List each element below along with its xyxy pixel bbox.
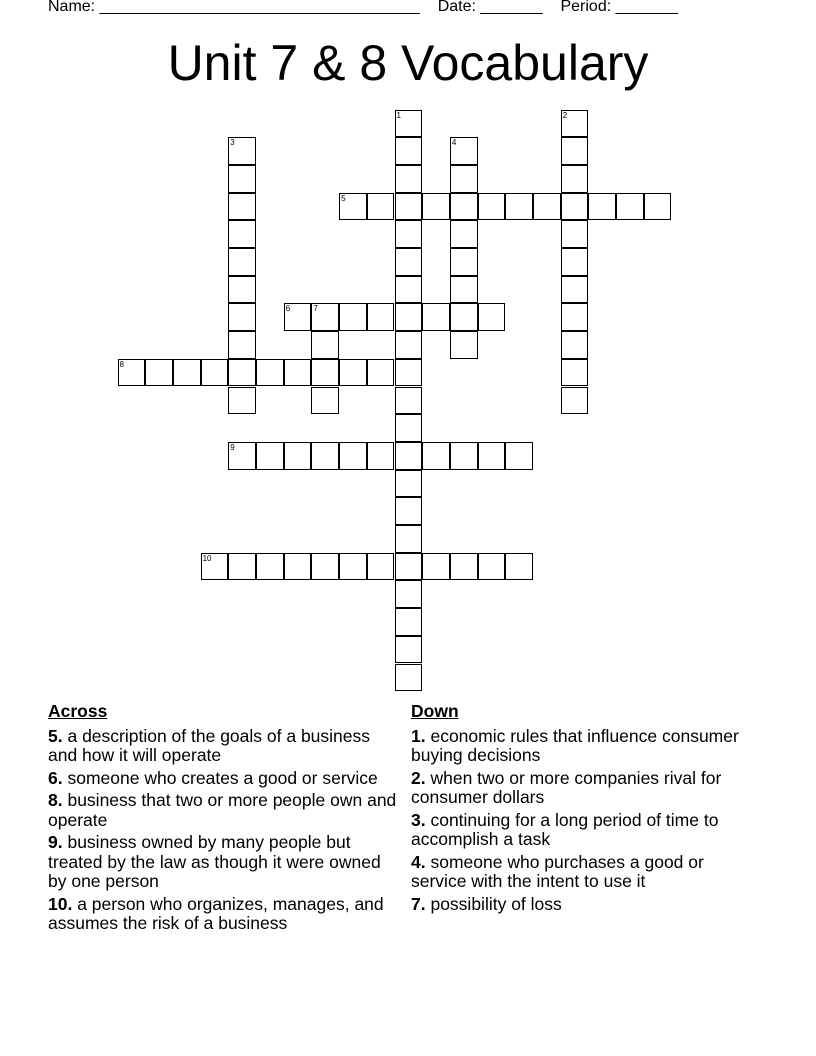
crossword-cell[interactable] [339,359,367,387]
crossword-cell[interactable] [395,220,423,248]
crossword-cell[interactable] [478,442,506,470]
crossword-cell[interactable] [395,470,423,498]
crossword-cell[interactable] [450,303,478,331]
crossword-cell[interactable] [284,553,312,581]
crossword-cell[interactable] [644,193,672,221]
down-clue [411,727,761,766]
across-clue [48,769,398,789]
clue-text: someone who purchases a good or service with the intent to use it [411,851,704,891]
clue-number-label: 9 [230,442,235,452]
crossword-cell[interactable] [367,359,395,387]
crossword-cell[interactable] [395,636,423,664]
crossword-cell[interactable] [339,303,367,331]
across-clue [48,791,398,830]
crossword-cell[interactable] [311,303,339,331]
crossword-cell[interactable] [450,193,478,221]
crossword-cell[interactable] [284,442,312,470]
crossword-cell[interactable] [201,359,229,387]
crossword-cell[interactable] [450,137,478,165]
clue-number: 7. [411,893,426,914]
crossword-cell[interactable] [395,525,423,553]
clue-number-label: 3 [230,138,235,148]
crossword-cell[interactable] [395,303,423,331]
down-heading: Down [411,701,459,721]
crossword-cell[interactable] [561,165,589,193]
crossword-cell[interactable] [228,248,256,276]
clue-text: when two or more companies rival for consumer dollars [411,767,722,807]
crossword-cell[interactable] [395,580,423,608]
crossword-cell[interactable] [422,442,450,470]
crossword-cell[interactable] [561,193,589,221]
crossword-cell[interactable] [311,359,339,387]
crossword-cell[interactable] [367,553,395,581]
clue-number: 2. [411,767,426,788]
clue-text: possibility of loss [425,893,562,914]
clue-number: 9. [48,832,63,852]
crossword-cell[interactable] [395,387,423,415]
clue-number: 4. [411,851,426,872]
clue-text: business that two or more people own and operate [48,790,397,830]
clue-number: 10. [48,893,73,914]
down-clue [411,895,761,915]
across-heading: Across [48,701,108,721]
across-clue [48,727,398,766]
crossword-cell[interactable] [450,331,478,359]
crossword-cell[interactable] [616,193,644,221]
clue-text: a person who organizes, manages, and assumes the risk of a business [48,893,384,933]
crossword-cell[interactable] [256,553,284,581]
crossword-cell[interactable] [395,248,423,276]
clue-number: 8. [48,790,63,810]
crossword-cell[interactable] [505,442,533,470]
crossword-cell[interactable] [228,303,256,331]
across-clue [48,833,398,892]
crossword-cell[interactable] [256,442,284,470]
clue-text: economic rules that influence consumer buying decisions [411,725,739,765]
crossword-cell[interactable] [422,193,450,221]
clue-number-label: 4 [451,138,457,148]
crossword-cell[interactable] [395,137,423,165]
page-title: Unit 7 & 8 Vocabulary [167,35,649,91]
clue-number-label: 2 [562,110,568,120]
clue-number-label: 8 [119,359,124,369]
crossword-cell[interactable] [228,387,256,415]
clue-text: a description of the goals of a business and how it will operate [48,725,371,765]
crossword-cell[interactable] [395,608,423,636]
clue-number-label: 1 [396,110,401,120]
crossword-cell[interactable] [395,193,423,221]
crossword-cell[interactable] [561,137,589,165]
crossword-cell[interactable] [311,331,339,359]
crossword-cell[interactable] [145,359,173,387]
crossword-cell[interactable] [367,193,395,221]
crossword-cell[interactable] [450,442,478,470]
crossword-cell[interactable] [395,359,423,387]
down-clue [411,811,761,850]
crossword-cell[interactable] [228,553,256,581]
crossword-cell[interactable] [339,442,367,470]
crossword-cell[interactable] [450,248,478,276]
crossword-cell[interactable] [533,193,561,221]
crossword-cell[interactable] [450,165,478,193]
crossword-cell[interactable] [395,165,423,193]
crossword-cell[interactable] [201,553,229,581]
crossword-cell[interactable] [311,387,339,415]
crossword-cell[interactable] [422,553,450,581]
crossword-cell[interactable] [367,442,395,470]
crossword-cell[interactable] [228,359,256,387]
crossword-cell[interactable] [339,553,367,581]
crossword-cell[interactable] [395,276,423,304]
crossword-cell[interactable] [118,359,146,387]
clue-number: 3. [411,809,426,830]
crossword-cell[interactable] [395,110,423,138]
crossword-cell[interactable] [395,497,423,525]
clue-number-label: 10 [202,553,212,563]
clue-number-label: 5 [341,193,346,203]
clue-text: business owned by many people but treated by the law as though it were owned by one person [48,832,381,891]
crossword-cell[interactable] [561,220,589,248]
crossword-cell[interactable] [422,303,450,331]
crossword-cell[interactable] [450,553,478,581]
crossword-cell[interactable] [505,553,533,581]
clue-text: continuing for a long period of time to accomplish a task [411,809,719,849]
crossword-cell[interactable] [311,553,339,581]
crossword-cell[interactable] [561,248,589,276]
crossword-cell[interactable] [311,442,339,470]
down-clue [411,853,761,892]
clue-number: 6. [48,767,63,788]
crossword-cell[interactable] [478,303,506,331]
crossword-cell[interactable] [367,303,395,331]
crossword-cell[interactable] [228,276,256,304]
name-field[interactable]: Name: ____________________________________ [48,0,420,15]
across-clue [48,895,398,934]
crossword-cell[interactable] [228,137,256,165]
clue-number: 5. [48,725,63,746]
crossword-cell[interactable] [395,331,423,359]
crossword-cell[interactable] [561,110,589,138]
crossword-cell[interactable] [284,303,312,331]
crossword-cell[interactable] [588,193,616,221]
down-clue [411,769,761,808]
clue-number-label: 7 [313,304,318,314]
crossword-cell[interactable] [228,193,256,221]
clue-number: 1. [411,725,426,746]
crossword-cell[interactable] [395,664,423,692]
crossword-cell[interactable] [561,303,589,331]
down-clues [411,702,761,917]
period-field[interactable]: Period: _______ [560,0,678,15]
crossword-cell[interactable] [561,276,589,304]
crossword-cell[interactable] [561,359,589,387]
crossword-cell[interactable] [395,414,423,442]
crossword-cell[interactable] [395,442,423,470]
crossword-cell[interactable] [173,359,201,387]
across-clues [48,702,398,937]
crossword-cell[interactable] [228,220,256,248]
crossword-cell[interactable] [505,193,533,221]
crossword-cell[interactable] [228,331,256,359]
clue-text: someone who creates a good or service [62,767,378,788]
crossword-cell[interactable] [339,193,367,221]
clue-number-label: 6 [285,304,291,314]
crossword-cell[interactable] [256,359,284,387]
crossword-cell[interactable] [561,387,589,415]
crossword-cell[interactable] [395,553,423,581]
crossword-cell[interactable] [450,276,478,304]
date-field[interactable]: Date: _______ [437,0,543,15]
crossword-cell[interactable] [561,331,589,359]
crossword-cell[interactable] [228,442,256,470]
crossword-cell[interactable] [478,553,506,581]
crossword-cell[interactable] [284,359,312,387]
crossword-cell[interactable] [228,165,256,193]
crossword-cell[interactable] [478,193,506,221]
crossword-cell[interactable] [450,220,478,248]
